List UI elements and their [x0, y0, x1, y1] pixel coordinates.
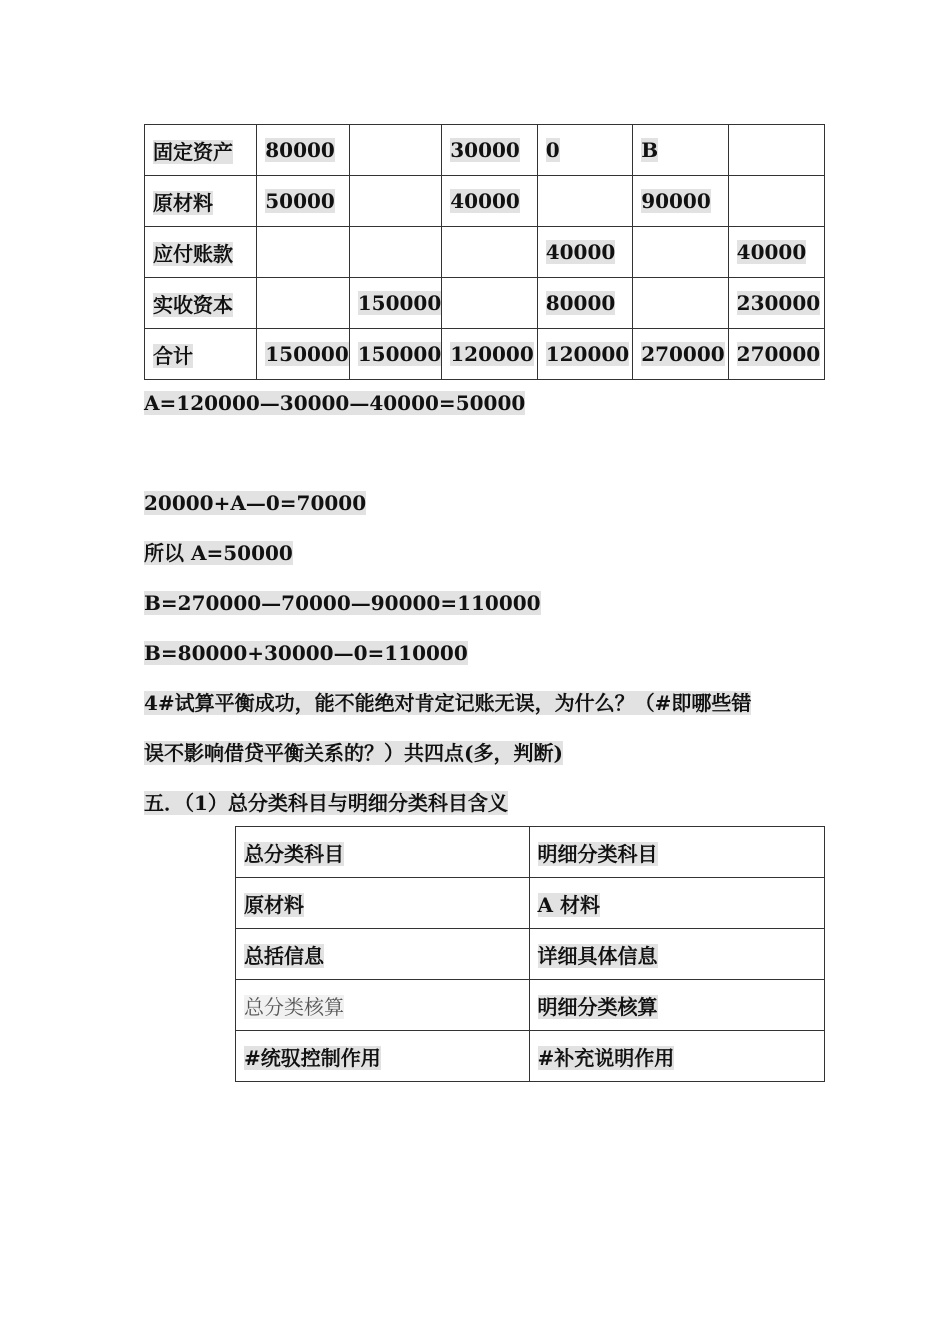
table-cell — [349, 227, 442, 278]
table-cell — [529, 827, 825, 878]
cell-text: 50000 — [265, 189, 335, 213]
table-row — [236, 929, 825, 980]
cell-text: A 材料 — [537, 892, 600, 917]
table-cell — [257, 176, 350, 227]
cell-text: 150000 — [357, 291, 442, 315]
cell-text: 150000 — [265, 342, 349, 366]
cell-text: 120000 — [545, 342, 630, 366]
cell-text: 明细分类科目 — [537, 841, 658, 866]
table-cell — [633, 125, 728, 176]
table-cell — [728, 176, 824, 227]
cell-text: 总括信息 — [244, 943, 324, 968]
table-cell — [537, 227, 632, 278]
table-row — [145, 227, 825, 278]
table-cell — [442, 176, 537, 227]
table-cell — [633, 278, 728, 329]
cell-text: 明细分类核算 — [537, 994, 658, 1019]
accounts-table — [144, 124, 825, 380]
table-cell — [537, 278, 632, 329]
table-cell — [349, 176, 442, 227]
cell-text: 详细具体信息 — [537, 943, 658, 968]
cell-text: 90000 — [641, 189, 711, 213]
table-cell — [728, 125, 824, 176]
cell-text: 40000 — [736, 240, 807, 264]
table-row — [236, 980, 825, 1031]
cell-text: 合计 — [153, 343, 193, 368]
table-cell — [728, 329, 824, 380]
formula-a-2: 20000+A—0=70000 — [144, 491, 367, 515]
cell-text: 总分类核算 — [244, 994, 344, 1019]
cell-text: 80000 — [265, 138, 335, 162]
table-cell — [529, 929, 825, 980]
table-cell — [145, 125, 257, 176]
table-cell — [728, 227, 824, 278]
cell-text: 120000 — [450, 342, 534, 366]
cell-text: 原材料 — [153, 190, 213, 215]
table-cell — [633, 227, 728, 278]
table-cell — [537, 176, 632, 227]
table-cell — [529, 980, 825, 1031]
cell-text: 0 — [545, 138, 560, 162]
formula-b-2: B=80000+30000—0=110000 — [144, 641, 468, 665]
table-cell — [349, 278, 442, 329]
cell-text: 80000 — [545, 291, 616, 315]
table-cell — [257, 278, 350, 329]
table-cell — [257, 125, 350, 176]
section-heading: 五．（1）总分类科目与明细分类科目含义 — [144, 791, 508, 815]
table-cell — [537, 125, 632, 176]
table-cell — [236, 827, 530, 878]
cell-text: 40000 — [545, 240, 616, 264]
cell-text: 40000 — [450, 189, 520, 213]
table-cell — [442, 329, 537, 380]
table-row — [236, 1031, 825, 1082]
table-cell — [236, 878, 530, 929]
table-cell — [442, 227, 537, 278]
formula-b-1: B=270000—70000—90000=110000 — [144, 591, 541, 615]
table-cell — [349, 329, 442, 380]
comparison-table — [235, 826, 825, 1082]
table-cell — [633, 176, 728, 227]
table-cell — [236, 1031, 530, 1082]
table-cell — [537, 329, 632, 380]
cell-text: 总分类科目 — [244, 841, 344, 866]
question-line-2: 误不影响借贷平衡关系的？）共四点(多，判断) — [144, 741, 563, 765]
table-cell — [442, 125, 537, 176]
table-cell — [257, 227, 350, 278]
cell-text: 原材料 — [244, 892, 304, 917]
table-row — [145, 278, 825, 329]
cell-text: #补充说明作用 — [537, 1045, 675, 1070]
table-cell — [728, 278, 824, 329]
table-cell — [236, 980, 530, 1031]
cell-text: 应付账款 — [153, 241, 233, 266]
cell-text: 230000 — [736, 291, 821, 315]
formula-a-result: 所以 A=50000 — [144, 541, 293, 565]
table-cell — [257, 329, 350, 380]
table-row — [145, 176, 825, 227]
cell-text: 固定资产 — [153, 139, 233, 164]
formula-a-1: A=120000—30000—40000=50000 — [144, 391, 526, 415]
table-cell — [349, 125, 442, 176]
table-cell — [145, 278, 257, 329]
cell-text: B — [641, 138, 659, 162]
cell-text: #统驭控制作用 — [244, 1045, 381, 1070]
cell-text: 270000 — [736, 342, 821, 366]
table-row — [236, 827, 825, 878]
table-cell — [442, 278, 537, 329]
table-cell — [236, 929, 530, 980]
question-line-1: 4#试算平衡成功，能不能绝对肯定记账无误，为什么？（#即哪些错 — [144, 691, 752, 715]
table-cell — [145, 329, 257, 380]
cell-text: 150000 — [357, 342, 442, 366]
table-row — [145, 329, 825, 380]
cell-text: 30000 — [450, 138, 520, 162]
table-cell — [529, 878, 825, 929]
table-cell — [145, 227, 257, 278]
table-row — [145, 125, 825, 176]
table-cell — [145, 176, 257, 227]
table-row — [236, 878, 825, 929]
table-cell — [633, 329, 728, 380]
cell-text: 270000 — [641, 342, 725, 366]
cell-text: 实收资本 — [153, 292, 233, 317]
table-cell — [529, 1031, 825, 1082]
